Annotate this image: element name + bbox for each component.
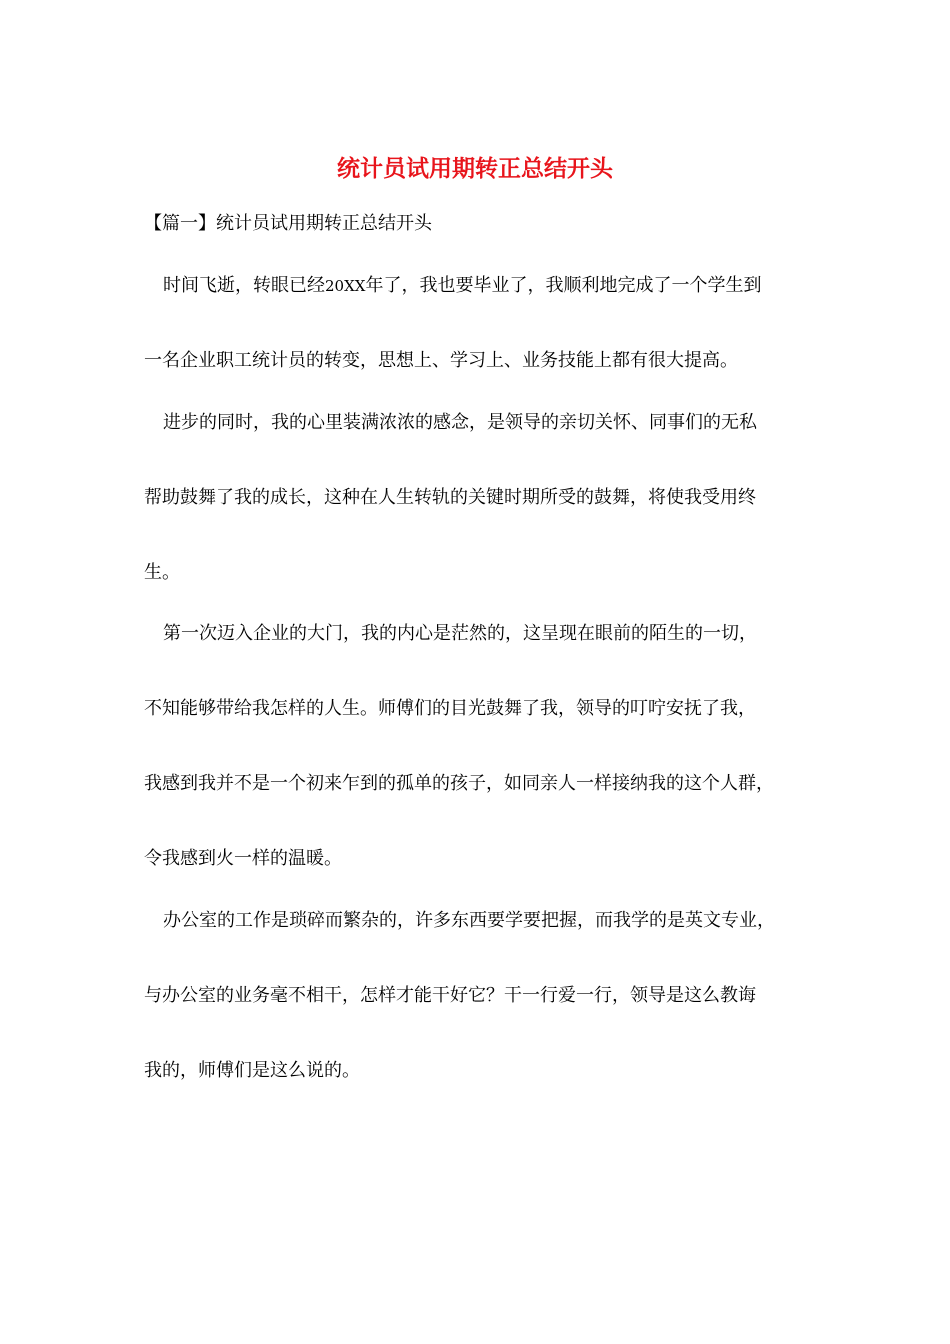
paragraph-line-2: 一名企业职工统计员的转变，思想上、学习上、业务技能上都有很大提高。 [144, 350, 738, 371]
paragraph-line-11: 与办公室的业务毫不相干，怎样才能干好它？干一行爱一行，领导是这么教诲 [144, 985, 756, 1006]
paragraph-line-9: 令我感到火一样的温暖。 [144, 848, 342, 869]
section-heading: 【篇一】统计员试用期转正总结开头 [144, 213, 432, 234]
line-text: 年了，我也要毕业了，我顺利地完成了一个学生到 [365, 275, 762, 296]
paragraph-line-1 [144, 272, 828, 300]
document-title: 统计员试用期转正总结开头 [337, 156, 613, 182]
paragraph-line-8: 我感到我并不是一个初来乍到的孤单的孩子，如同亲人一样接纳我的这个人群， [144, 773, 774, 794]
paragraph-line-12: 我的，师傅们是这么说的。 [144, 1060, 360, 1081]
paragraph-line-10: 办公室的工作是琐碎而繁杂的，许多东西要学要把握，而我学的是英文专业， [163, 910, 775, 931]
paragraph-line-7: 不知能够带给我怎样的人生。师傅们的目光鼓舞了我，领导的叮咛安抚了我， [144, 698, 756, 719]
year-text: 20XX [325, 277, 366, 295]
paragraph-line-6: 第一次迈入企业的大门，我的内心是茫然的，这呈现在眼前的陌生的一切， [163, 623, 757, 644]
paragraph-line-4: 帮助鼓舞了我的成长，这种在人生转轨的关键时期所受的鼓舞，将使我受用终 [144, 487, 756, 508]
line-text: 时间飞逝，转眼已经 [163, 275, 325, 296]
paragraph-line-3: 进步的同时，我的心里装满浓浓的感念，是领导的亲切关怀、同事们的无私 [163, 412, 757, 433]
paragraph-line-5: 生。 [144, 562, 180, 583]
